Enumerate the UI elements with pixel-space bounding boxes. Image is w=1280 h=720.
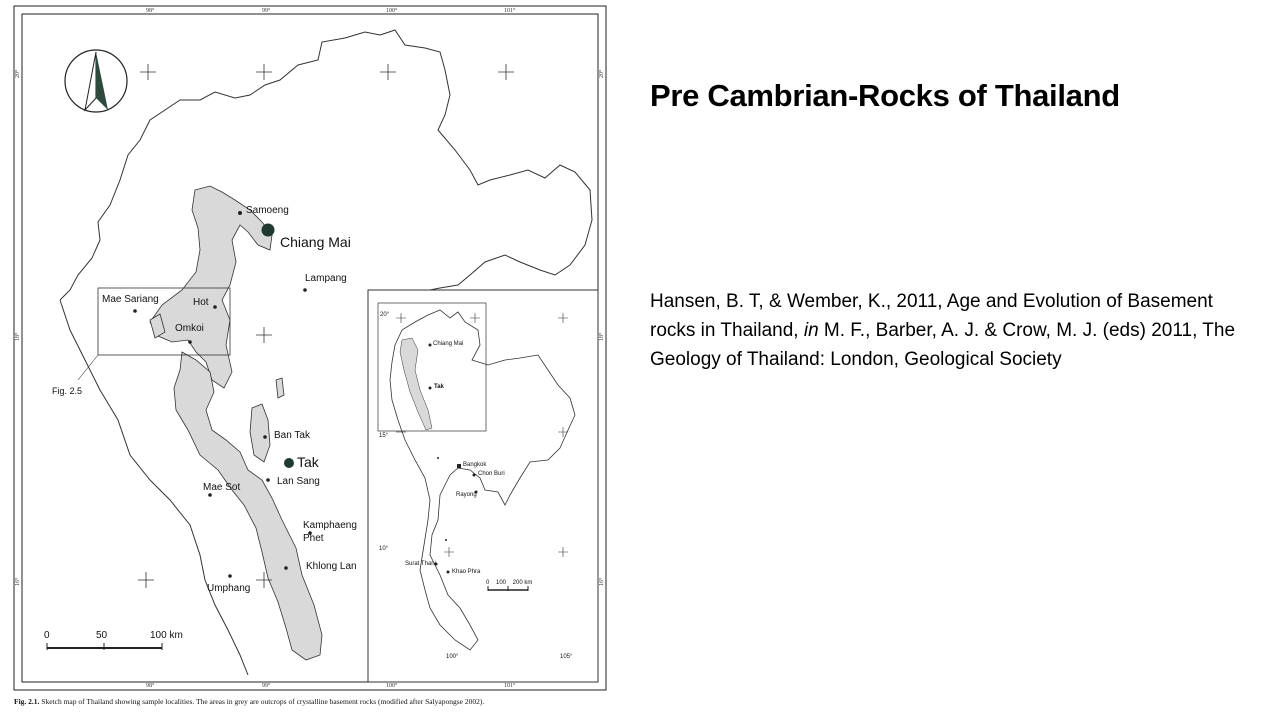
inset-label-khao-phra: Khao Phra [452,569,481,575]
reference-part-2: M. F., Barber, A. J. & Crow, M. J. (eds) 2011, The Geology of Thailand: London, Geological Society [650,320,1236,370]
label-mae-sot: Mae Sot [203,482,241,493]
thailand-sketch-map [0,0,620,720]
label-omkoi: Omkoi [175,323,204,334]
inset-label-surat-thani: Surat Thani [405,561,436,567]
label-samoeng: Samoeng [246,205,289,216]
label-lat-20-left: 20° [15,69,21,78]
inset-label-lat-10: 10° [379,546,389,552]
north-arrow-icon [65,50,127,112]
caption-label: Fig. 2.1. [14,697,40,706]
scale-label-0: 0 [44,630,50,641]
inset-map [368,290,598,682]
inset-label-lat-20: 20° [380,312,390,318]
label-lon-99-top: 99° [262,8,271,14]
label-lat-16-left: 16° [15,577,21,586]
scale-label-50: 50 [96,630,108,641]
label-chiang-mai: Chiang Mai [280,234,351,250]
caption-text: Sketch map of Thailand showing sample localities. The areas in grey are outcrops of crystalline basement rocks (modified after Salyapongse 2002). [41,697,485,706]
scale-label-100: 100 km [150,630,183,641]
label-umphang: Umphang [207,583,251,594]
label-lon-98-top: 98° [146,8,155,14]
inset-label-rayong: Rayong [456,492,477,498]
label-lon-100-bottom: 100° [386,683,398,689]
outcrop-ban-tak [250,404,270,462]
label-lampang: Lampang [305,273,347,284]
label-hot: Hot [193,297,209,308]
outcrop-tak-belt [174,352,322,660]
label-lon-101-top: 101° [504,8,516,14]
label-lat-16-right: 16° [599,577,605,586]
label-lan-sang: Lan Sang [277,476,320,487]
inset-scale-label: 0 100 200 km [486,580,533,586]
label-lat-18-right: 18° [599,332,605,341]
label-kamphaeng-phet: Kamphaeng Phet [303,520,357,544]
scale-bar [47,643,162,650]
label-fig-2-5: Fig. 2.5 [52,386,83,396]
outcrop-samoeng-belt [150,186,272,388]
label-lon-99-bottom: 99° [262,683,271,689]
label-lat-20-right: 20° [599,69,605,78]
label-lon-98-bottom: 98° [146,683,155,689]
outcrop-small [276,378,284,398]
figure-caption [14,697,614,706]
label-mae-sariang: Mae Sariang [102,294,159,305]
reference-part-1: Hansen, B. T, & Wember, K., 2011, Age and Evolution of Basement rocks in Thailand, [650,291,1213,341]
label-lon-100-top: 100° [386,8,398,14]
slide-title: Pre Cambrian-Rocks of Thailand [650,78,1120,113]
label-ban-tak: Ban Tak [274,430,310,441]
label-khlong-lan: Khlong Lan [306,561,357,572]
inset-label-bangkok: Bangkok [463,462,487,468]
inset-label-chon-buri: Chon Buri [478,471,505,477]
reference-citation [650,287,1250,374]
reference-italic: in [803,320,819,341]
fig-2-5-leader [78,355,98,380]
inset-label-lon-100: 100° [446,654,459,660]
label-tak: Tak [297,454,319,470]
inset-label-chiang-mai: Chiang Mai [433,341,464,347]
inset-label-tak: Tak [434,384,444,390]
label-lat-18-left: 18° [15,332,21,341]
label-lon-101-bottom: 101° [504,683,516,689]
inset-label-lat-15: 15° [379,433,389,439]
inset-label-lon-105: 105° [560,654,573,660]
map-graphic [0,0,620,720]
